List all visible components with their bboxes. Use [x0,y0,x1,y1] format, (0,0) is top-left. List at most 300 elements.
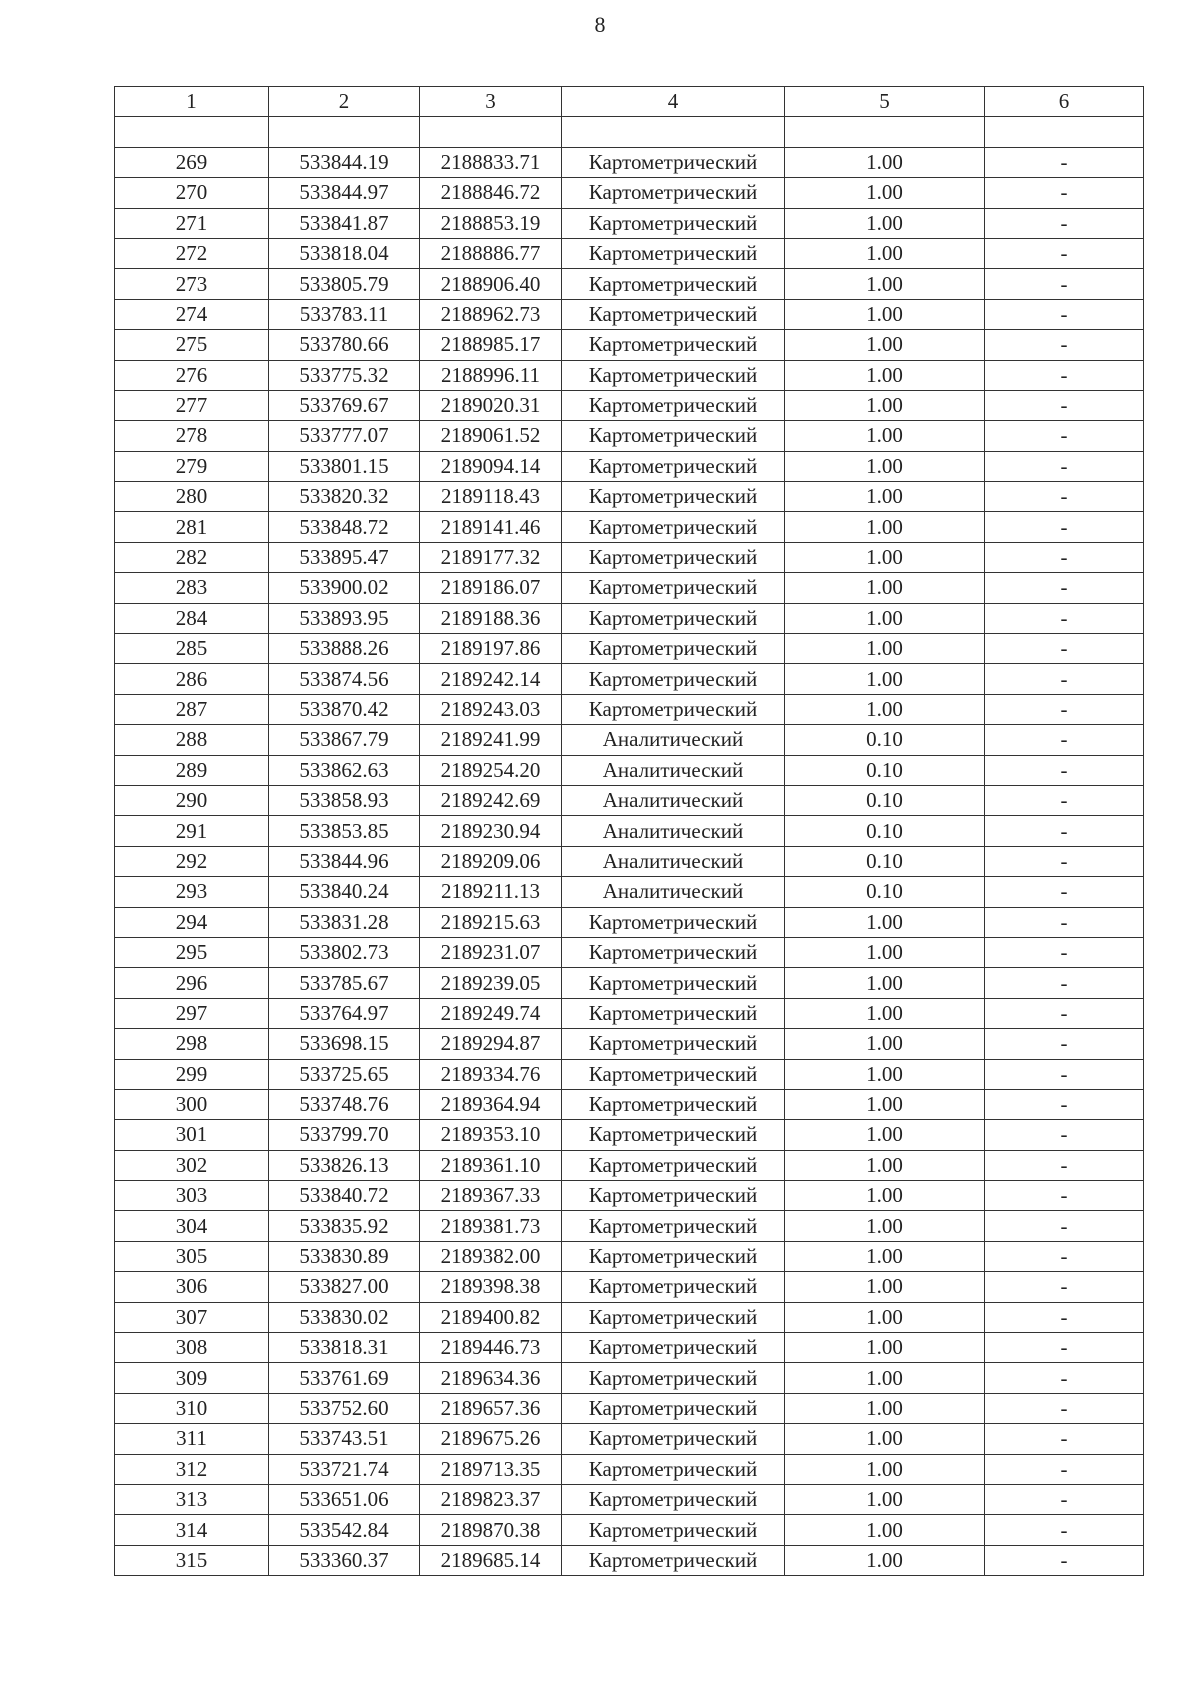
description-cell: - [985,1363,1144,1393]
accuracy-cell: 1.00 [785,1241,985,1271]
description-cell: - [985,1515,1144,1545]
description-cell: - [985,1029,1144,1059]
description-cell: - [985,330,1144,360]
x-coordinate-cell: 533831.28 [269,907,420,937]
x-coordinate-cell: 533743.51 [269,1424,420,1454]
point-number-cell: 290 [115,785,269,815]
method-cell: Картометрический [562,299,785,329]
description-cell: - [985,208,1144,238]
y-coordinate-cell: 2188833.71 [420,147,562,177]
column-header: 3 [420,87,562,117]
point-number-cell: 277 [115,390,269,420]
description-cell: - [985,1120,1144,1150]
accuracy-cell: 1.00 [785,178,985,208]
table-row [115,482,1144,512]
description-cell: - [985,1545,1144,1575]
accuracy-cell: 1.00 [785,1333,985,1363]
y-coordinate-cell: 2189241.99 [420,725,562,755]
point-number-cell: 285 [115,634,269,664]
table-row [115,208,1144,238]
description-cell: - [985,937,1144,967]
accuracy-cell: 1.00 [785,1545,985,1575]
table-row [115,998,1144,1028]
method-cell: Картометрический [562,1424,785,1454]
y-coordinate-cell: 2189398.38 [420,1272,562,1302]
y-coordinate-cell: 2189823.37 [420,1484,562,1514]
table-row [115,269,1144,299]
x-coordinate-cell: 533830.89 [269,1241,420,1271]
point-number-cell: 271 [115,208,269,238]
point-number-cell: 299 [115,1059,269,1089]
accuracy-cell: 1.00 [785,1424,985,1454]
x-coordinate-cell: 533835.92 [269,1211,420,1241]
method-cell: Картометрический [562,360,785,390]
description-cell: - [985,877,1144,907]
method-cell: Картометрический [562,1272,785,1302]
column-header: 2 [269,87,420,117]
method-cell: Картометрический [562,1120,785,1150]
method-cell: Картометрический [562,1393,785,1423]
table-row [115,451,1144,481]
y-coordinate-cell: 2189231.07 [420,937,562,967]
accuracy-cell: 1.00 [785,1393,985,1423]
table-row [115,1333,1144,1363]
description-cell: - [985,603,1144,633]
method-cell: Картометрический [562,147,785,177]
accuracy-cell: 1.00 [785,330,985,360]
point-number-cell: 293 [115,877,269,907]
table-row [115,542,1144,572]
y-coordinate-cell: 2189334.76 [420,1059,562,1089]
description-cell: - [985,1393,1144,1423]
description-cell: - [985,542,1144,572]
x-coordinate-cell: 533801.15 [269,451,420,481]
table-row [115,755,1144,785]
description-cell: - [985,299,1144,329]
method-cell: Аналитический [562,846,785,876]
method-cell: Картометрический [562,1454,785,1484]
table-row [115,1363,1144,1393]
x-coordinate-cell: 533844.97 [269,178,420,208]
table-row [115,664,1144,694]
x-coordinate-cell: 533840.72 [269,1181,420,1211]
method-cell: Картометрический [562,1545,785,1575]
column-header: 4 [562,87,785,117]
x-coordinate-cell: 533818.04 [269,238,420,268]
y-coordinate-cell: 2189242.69 [420,785,562,815]
x-coordinate-cell: 533761.69 [269,1363,420,1393]
description-cell: - [985,360,1144,390]
point-number-cell: 302 [115,1150,269,1180]
x-coordinate-cell: 533844.19 [269,147,420,177]
description-cell: - [985,1211,1144,1241]
accuracy-cell: 1.00 [785,1120,985,1150]
accuracy-cell: 1.00 [785,1059,985,1089]
point-number-cell: 304 [115,1211,269,1241]
accuracy-cell: 1.00 [785,1515,985,1545]
x-coordinate-cell: 533698.15 [269,1029,420,1059]
column-header: 5 [785,87,985,117]
x-coordinate-cell: 533840.24 [269,877,420,907]
description-cell: - [985,1454,1144,1484]
accuracy-cell: 1.00 [785,937,985,967]
method-cell: Картометрический [562,694,785,724]
point-number-cell: 276 [115,360,269,390]
y-coordinate-cell: 2189249.74 [420,998,562,1028]
y-coordinate-cell: 2189211.13 [420,877,562,907]
y-coordinate-cell: 2189364.94 [420,1089,562,1119]
description-cell: - [985,1272,1144,1302]
x-coordinate-cell: 533893.95 [269,603,420,633]
method-cell: Картометрический [562,1363,785,1393]
table-row [115,968,1144,998]
y-coordinate-cell: 2189400.82 [420,1302,562,1332]
table-row [115,907,1144,937]
method-cell: Картометрический [562,1059,785,1089]
description-cell: - [985,147,1144,177]
description-cell: - [985,269,1144,299]
table-row [115,1515,1144,1545]
point-number-cell: 278 [115,421,269,451]
accuracy-cell: 1.00 [785,1272,985,1302]
column-header: 6 [985,87,1144,117]
description-cell: - [985,694,1144,724]
y-coordinate-cell: 2189361.10 [420,1150,562,1180]
description-cell: - [985,1241,1144,1271]
point-number-cell: 308 [115,1333,269,1363]
point-number-cell: 292 [115,846,269,876]
method-cell: Картометрический [562,1089,785,1119]
accuracy-cell: 1.00 [785,1181,985,1211]
x-coordinate-cell: 533844.96 [269,846,420,876]
method-cell: Аналитический [562,785,785,815]
description-cell: - [985,846,1144,876]
accuracy-cell: 1.00 [785,238,985,268]
accuracy-cell: 1.00 [785,573,985,603]
x-coordinate-cell: 533805.79 [269,269,420,299]
x-coordinate-cell: 533818.31 [269,1333,420,1363]
table-row [115,1029,1144,1059]
y-coordinate-cell: 2188886.77 [420,238,562,268]
description-cell: - [985,907,1144,937]
y-coordinate-cell: 2189870.38 [420,1515,562,1545]
y-coordinate-cell: 2189713.35 [420,1454,562,1484]
description-cell: - [985,1424,1144,1454]
accuracy-cell: 1.00 [785,360,985,390]
point-number-cell: 314 [115,1515,269,1545]
y-coordinate-cell: 2189367.33 [420,1181,562,1211]
table-row [115,1454,1144,1484]
method-cell: Картометрический [562,1211,785,1241]
description-cell: - [985,421,1144,451]
point-number-cell: 313 [115,1484,269,1514]
y-coordinate-cell: 2189197.86 [420,634,562,664]
x-coordinate-cell: 533802.73 [269,937,420,967]
accuracy-cell: 1.00 [785,998,985,1028]
description-cell: - [985,573,1144,603]
y-coordinate-cell: 2189294.87 [420,1029,562,1059]
point-number-cell: 312 [115,1454,269,1484]
description-cell: - [985,1181,1144,1211]
point-number-cell: 301 [115,1120,269,1150]
x-coordinate-cell: 533769.67 [269,390,420,420]
accuracy-cell: 1.00 [785,1363,985,1393]
x-coordinate-cell: 533874.56 [269,664,420,694]
point-number-cell: 284 [115,603,269,633]
accuracy-cell: 1.00 [785,512,985,542]
method-cell: Картометрический [562,1515,785,1545]
y-coordinate-cell: 2189243.03 [420,694,562,724]
accuracy-cell: 1.00 [785,634,985,664]
x-coordinate-cell: 533895.47 [269,542,420,572]
y-coordinate-cell: 2189188.36 [420,603,562,633]
accuracy-cell: 1.00 [785,269,985,299]
empty-row [115,117,1144,147]
point-number-cell: 297 [115,998,269,1028]
x-coordinate-cell: 533888.26 [269,634,420,664]
description-cell: - [985,816,1144,846]
x-coordinate-cell: 533783.11 [269,299,420,329]
accuracy-cell: 1.00 [785,299,985,329]
accuracy-cell: 1.00 [785,1150,985,1180]
table-row [115,1059,1144,1089]
point-number-cell: 288 [115,725,269,755]
description-cell: - [985,755,1144,785]
table-row [115,1424,1144,1454]
x-coordinate-cell: 533862.63 [269,755,420,785]
point-number-cell: 280 [115,482,269,512]
table-row [115,238,1144,268]
point-number-cell: 281 [115,512,269,542]
accuracy-cell: 1.00 [785,208,985,238]
y-coordinate-cell: 2188996.11 [420,360,562,390]
description-cell: - [985,634,1144,664]
x-coordinate-cell: 533799.70 [269,1120,420,1150]
method-cell: Картометрический [562,421,785,451]
column-header: 1 [115,87,269,117]
x-coordinate-cell: 533841.87 [269,208,420,238]
description-cell: - [985,451,1144,481]
y-coordinate-cell: 2188846.72 [420,178,562,208]
description-cell: - [985,725,1144,755]
method-cell: Картометрический [562,603,785,633]
description-cell: - [985,1150,1144,1180]
description-cell: - [985,664,1144,694]
y-coordinate-cell: 2188853.19 [420,208,562,238]
y-coordinate-cell: 2189094.14 [420,451,562,481]
x-coordinate-cell: 533752.60 [269,1393,420,1423]
description-cell: - [985,238,1144,268]
y-coordinate-cell: 2189215.63 [420,907,562,937]
accuracy-cell: 0.10 [785,755,985,785]
method-cell: Аналитический [562,725,785,755]
accuracy-cell: 1.00 [785,603,985,633]
x-coordinate-cell: 533780.66 [269,330,420,360]
table-body [115,117,1144,1576]
method-cell: Картометрический [562,1181,785,1211]
y-coordinate-cell: 2189239.05 [420,968,562,998]
description-cell: - [985,1333,1144,1363]
table-header-row [115,87,1144,117]
point-number-cell: 306 [115,1272,269,1302]
y-coordinate-cell: 2189446.73 [420,1333,562,1363]
x-coordinate-cell: 533858.93 [269,785,420,815]
accuracy-cell: 0.10 [785,725,985,755]
method-cell: Картометрический [562,330,785,360]
y-coordinate-cell: 2189118.43 [420,482,562,512]
description-cell: - [985,968,1144,998]
table-row [115,1484,1144,1514]
method-cell: Картометрический [562,998,785,1028]
x-coordinate-cell: 533826.13 [269,1150,420,1180]
x-coordinate-cell: 533775.32 [269,360,420,390]
method-cell: Аналитический [562,816,785,846]
table-row [115,785,1144,815]
table-row [115,877,1144,907]
point-number-cell: 303 [115,1181,269,1211]
y-coordinate-cell: 2189382.00 [420,1241,562,1271]
x-coordinate-cell: 533853.85 [269,816,420,846]
x-coordinate-cell: 533870.42 [269,694,420,724]
y-coordinate-cell: 2189634.36 [420,1363,562,1393]
description-cell: - [985,1302,1144,1332]
accuracy-cell: 1.00 [785,1029,985,1059]
method-cell: Картометрический [562,1302,785,1332]
table-row [115,421,1144,451]
y-coordinate-cell: 2189141.46 [420,512,562,542]
point-number-cell: 310 [115,1393,269,1423]
table-cell [115,117,269,147]
method-cell: Аналитический [562,755,785,785]
y-coordinate-cell: 2188985.17 [420,330,562,360]
accuracy-cell: 1.00 [785,421,985,451]
method-cell: Картометрический [562,451,785,481]
point-number-cell: 298 [115,1029,269,1059]
x-coordinate-cell: 533748.76 [269,1089,420,1119]
point-number-cell: 286 [115,664,269,694]
point-number-cell: 291 [115,816,269,846]
accuracy-cell: 1.00 [785,482,985,512]
point-number-cell: 311 [115,1424,269,1454]
table-row [115,299,1144,329]
table-row [115,725,1144,755]
table-row [115,178,1144,208]
description-cell: - [985,390,1144,420]
x-coordinate-cell: 533820.32 [269,482,420,512]
description-cell: - [985,1059,1144,1089]
table-row [115,694,1144,724]
method-cell: Аналитический [562,877,785,907]
table-cell [269,117,420,147]
point-number-cell: 283 [115,573,269,603]
table-row [115,330,1144,360]
accuracy-cell: 1.00 [785,1211,985,1241]
table-cell [420,117,562,147]
accuracy-cell: 1.00 [785,542,985,572]
y-coordinate-cell: 2189177.32 [420,542,562,572]
y-coordinate-cell: 2189353.10 [420,1120,562,1150]
table-row [115,937,1144,967]
table-row [115,1181,1144,1211]
point-number-cell: 273 [115,269,269,299]
accuracy-cell: 1.00 [785,390,985,420]
point-number-cell: 270 [115,178,269,208]
accuracy-cell: 1.00 [785,968,985,998]
method-cell: Картометрический [562,269,785,299]
table-row [115,1545,1144,1575]
y-coordinate-cell: 2188962.73 [420,299,562,329]
y-coordinate-cell: 2189254.20 [420,755,562,785]
description-cell: - [985,785,1144,815]
x-coordinate-cell: 533651.06 [269,1484,420,1514]
table-cell [562,117,785,147]
x-coordinate-cell: 533785.67 [269,968,420,998]
x-coordinate-cell: 533777.07 [269,421,420,451]
point-number-cell: 287 [115,694,269,724]
x-coordinate-cell: 533827.00 [269,1272,420,1302]
table-row [115,603,1144,633]
point-number-cell: 272 [115,238,269,268]
accuracy-cell: 1.00 [785,694,985,724]
table-row [115,1120,1144,1150]
y-coordinate-cell: 2189657.36 [420,1393,562,1423]
method-cell: Картометрический [562,238,785,268]
accuracy-cell: 1.00 [785,1089,985,1119]
y-coordinate-cell: 2189242.14 [420,664,562,694]
point-number-cell: 307 [115,1302,269,1332]
point-number-cell: 289 [115,755,269,785]
description-cell: - [985,512,1144,542]
table-row [115,573,1144,603]
point-number-cell: 295 [115,937,269,967]
accuracy-cell: 1.00 [785,1302,985,1332]
method-cell: Картометрический [562,1029,785,1059]
x-coordinate-cell: 533867.79 [269,725,420,755]
method-cell: Картометрический [562,482,785,512]
point-number-cell: 279 [115,451,269,481]
y-coordinate-cell: 2188906.40 [420,269,562,299]
table-row [115,1211,1144,1241]
table-row [115,1089,1144,1119]
y-coordinate-cell: 2189209.06 [420,846,562,876]
table-row [115,147,1144,177]
method-cell: Картометрический [562,1241,785,1271]
point-number-cell: 315 [115,1545,269,1575]
x-coordinate-cell: 533542.84 [269,1515,420,1545]
y-coordinate-cell: 2189675.26 [420,1424,562,1454]
y-coordinate-cell: 2189061.52 [420,421,562,451]
method-cell: Картометрический [562,390,785,420]
point-number-cell: 269 [115,147,269,177]
x-coordinate-cell: 533725.65 [269,1059,420,1089]
table-cell [785,117,985,147]
table-row [115,1393,1144,1423]
point-number-cell: 282 [115,542,269,572]
method-cell: Картометрический [562,512,785,542]
method-cell: Картометрический [562,634,785,664]
x-coordinate-cell: 533360.37 [269,1545,420,1575]
method-cell: Картометрический [562,1484,785,1514]
x-coordinate-cell: 533900.02 [269,573,420,603]
accuracy-cell: 0.10 [785,846,985,876]
table-row [115,390,1144,420]
y-coordinate-cell: 2189685.14 [420,1545,562,1575]
table-row [115,1272,1144,1302]
point-number-cell: 274 [115,299,269,329]
x-coordinate-cell: 533764.97 [269,998,420,1028]
accuracy-cell: 1.00 [785,1454,985,1484]
table-row [115,816,1144,846]
